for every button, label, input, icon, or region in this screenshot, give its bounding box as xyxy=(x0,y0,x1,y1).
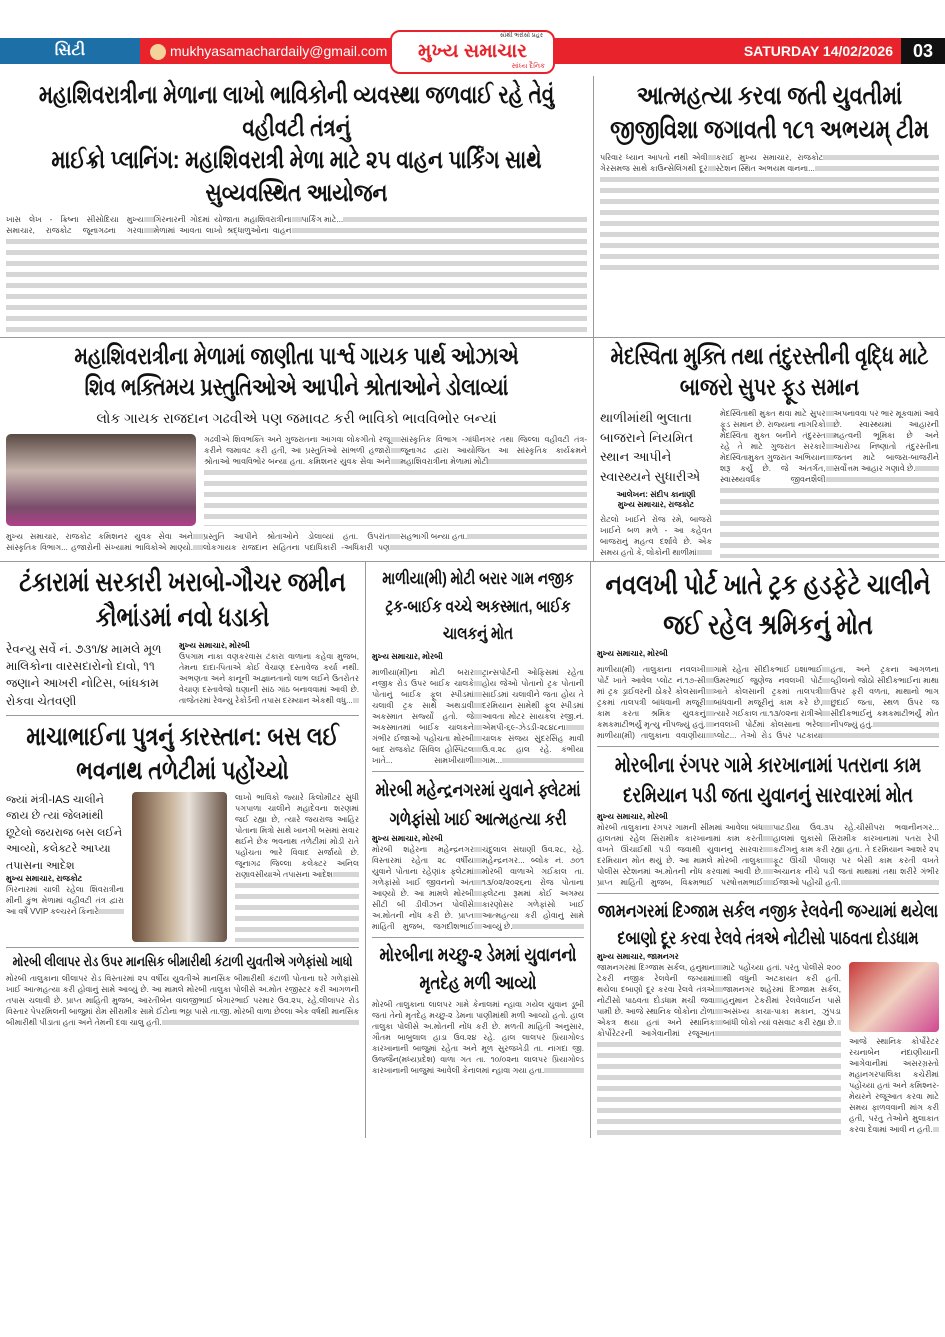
abhayam-article xyxy=(593,76,945,337)
parking-headline: મહાશિવરાત્રીના મેળાના લાખો ભાવિકોની વ્યવસ્થા જળવાઈ રહે તેવું વહીવટી તંત્રનું માઈક્રો પ્લાનિંગ: મહાશિવરાત્રી મેળા માટે ૨૫ વાહન પાર્કિંગ સાથે સુવ્યવસ્થિત આયોજન xyxy=(38,81,555,207)
tankara-headline: ટંકારામાં સરકારી ખરાબો-ગૌચર જમીન કૌભાંડમાં નવો ધડાકો xyxy=(19,567,346,633)
rangpar-byline: મુખ્ય સમાચાર, મોરબી xyxy=(597,811,668,821)
tankara-byline: મુખ્ય સમાચાર, મોરબી xyxy=(179,640,250,650)
lilapar-article xyxy=(6,947,359,1028)
machhu-headline: મોરબીના મચ્છુ-૨ ડેમમાં યુવાનનો મૃતદેહ મળી આવ્યો xyxy=(379,944,577,995)
machhu-article xyxy=(372,937,584,1076)
machabhai-article xyxy=(6,715,359,942)
mahendranagar-article xyxy=(372,771,584,932)
singer-body-continued: મુખ્ય સમાચાર, રાજકોટ કમિશનર યુવક સેવા અને સાંસ્કૃતિક વિભાગ... હજારોની સંખ્યામાં ભાવિકોએ માણ્યો. પ્રસ્તુતિ આપીને શ્રોતાઓને ડોલાવ્યાં હતા. ઉપરાંત લોકગાયક રાજદાન સહિતના પદાધિકારી -અધિકારી પણ સહભાગી બન્યા હતા. xyxy=(6,531,587,553)
millet-body-continued: મેદસ્વિતાથી મુક્ત થવા માટે સુપર ફૂડ સમાન છે. રાજ્યના નાગરિકો મેદસ્વિતા મુક્ત બનીને તંદુરસ્ત રહે તે માટે ગુજરાત સરકારે મેદસ્વિતામુક્ત ગુજરાત અભિયાન શરૂ કર્યું છે. જે અંતર્ગત, સ્વાસ્થ્યવર્ધક જીવનશૈલી અપનાવવા પર ભાર મૂકવામાં આવે છે. સ્વાસ્થ્યમાં આહારની મહત્વની ભૂમિકા છે અને આરોગ્ય નિષ્ણાતો તંદુરસ્તીના જતન માટે બાજરા-બાજરીને સર્વોત્તમ આહાર ગણાવે છે. xyxy=(720,408,939,558)
masthead xyxy=(0,0,945,76)
singer-headline: મહાશિવરાત્રીના મેળામાં જાણીતા પાર્શ્વ ગાયક પાર્થ ઓઝાએ શિવ ભક્તિમય પ્રસ્તુતિઓએ આપીને શ્રોતાઓને ડોલાવ્યાં xyxy=(74,343,519,402)
millet-body: રોટલો ખાઈને રોજ રમે, બાજરો ખાઈને બળ મળે - આ કહેવત બાજરાનું મહત્વ દર્શાવે છે. એક સમય હતો કે, લોકોની થાળીમાં xyxy=(600,515,712,558)
singer-article xyxy=(0,338,593,561)
section-label: સિટી xyxy=(0,38,140,64)
millet-sidebar: થાળીમાંથી ભુલાતા બાજરાને નિયમિત સ્થાન આપીને સ્વાસ્થ્યને સુધારીએ xyxy=(600,410,701,484)
millet-article xyxy=(593,338,945,561)
tankara-subhead: રેવન્યુ સર્વે નં. ૭૩૧/૪ મામલે મૂળ માલિકોના વારસદારોનો દાવો, ૧૧ જણાને આખરી નોટિસ, બાંધકામ રોકવા ચેતવણી xyxy=(6,641,162,708)
mahendranagar-body: મોરબી શહેરના મહેન્દ્રનગર વિસ્તારમાં રહેતા ૨૮ વર્ષીય યુવાને પોતાના રહેણાંક ફ્લેટમાં ગળેફાંસો ખાઈ જીવનનો અંત આણ્યો છે. આ મામલે મોરબી સીટી બી ડીવીઝન પોલીસે અ.મોતની નોંધ કરી છે. પ્રાપ્ત માહિતી મુજબ, જગદીશભાઈ ચંદુલાલ સંઘાણી ઉવ.૨૮, રહે. મહેન્દ્રનગર... બ્લોક નં. ૭૦૧ મોરબી વાળાએ ગઈકાલ તા. ૧૩/૦૨/૨૦૨૬ના રોજ પોતાના ફ્લેટના રૂમમાં કોઈ અગમ્ય કારણોસર ગળેફાંસો ખાઈ આત્મહત્યા કરી હોવાનું સામે આવ્યું છે. xyxy=(372,844,584,931)
jamnagar-article xyxy=(597,893,939,1135)
abhayam-headline: આત્મહત્યા કરવા જતી યુવતીમાં જીજીવિશા જગાવતી ૧૮૧ અભયમ્ ટીમ xyxy=(610,80,929,144)
jamnagar-byline: મુખ્ય સમાચાર, જામનગર xyxy=(597,951,679,961)
navlakhi-byline: મુખ્ય સમાચાર, મોરબી xyxy=(597,648,668,658)
contact-email[interactable]: mukhyasamachardaily@gmail.com xyxy=(150,38,387,64)
jamnagar-body-continued: આજે સ્થાનિક કોર્પોરેટર રચનાબેન નંદાણીયાની આગેવાનીમાં અસરગ્રસ્તો મહાનગરપાલિકા કચેરીમાં પહોંચ્યા હતાં અને કમિશ્નર-મેયરને રજૂઆત કરવા માટે સમય ફાળવવાની માંગ કરી હતી, પરંતુ તેઓને મુલાકાત કરવા દેવામાં આવી ન હતી. xyxy=(849,1036,939,1134)
abhayam-body: પરિવાર ધ્યાન આપતો નથી એવી ગેરસમજ સાથે કાઉન્સેલિંગથી દૂર કરાઈ મુખ્ય સમાચાર, રાજકોટ સ્ટેશન સ્થિત અભયમ વાનના... xyxy=(600,152,939,272)
band-top xyxy=(0,76,945,338)
hand-icon xyxy=(150,44,166,60)
machabhai-byline: મુખ્ય સમાચાર, રાજકોટ xyxy=(6,874,83,884)
maliya-headline: માળીયા(મી) મોટી બરાર ગામ નજીક ટ્રક-બાઈક વચ્ચે અકસ્માત, બાઈક ચાલકનું મોત xyxy=(382,569,574,643)
jamnagar-body: જામનગરમાં દિગ્જામ સર્કલ, હનુમાન ટેકરી નજીક રેલવેની જગ્યામાં થયેલા દબાણો દૂર કરવા રેલવે તંત્રએ નોટીસો પાઠવતા દોડધામ મચી જવા પામી છે. આજે સ્થાનિક લોકોના ટોળા એકત્ર થયા હતાં અને સ્થાનિક કોર્પોરેટરની આગેવાનીમાં રજૂઆત માટે પહોંચ્યા હતાં. પરંતુ પોલીસે ૨૦૦ થી વધુની અટકાયત કરી હતી. જામનગર શહેરમાં દિગ્જામ સર્કલ, હનુમાન ટેકરીમાં રેલવેલાઈન પાસે અસંખ્ય કાચા-પાકા મકાન, ઝુંપડા બાંધી લોકો ત્યાં વસવાટ કરી રહ્યા છે. xyxy=(597,962,841,1135)
rangpar-article xyxy=(597,746,939,888)
parking-article xyxy=(0,76,593,337)
band-bottom xyxy=(0,562,945,1137)
machabhai-headline: માચાભાઈના પુત્રનું કારસ્તાન: બસ લઈ ભવનાથ તળેટીમાં પહોંચ્યો xyxy=(26,721,339,785)
machabhai-body: ગિરનારમાં ચાલી રહેલા શિવરાત્રીના મીની કુંભ મેળામાં વહીવટી તંત્ર દ્વારા આ વર્ષે VVIP કલ્ચરને કિનારે xyxy=(6,885,124,917)
singer-body: ગઢવીએ શિવભક્તિ અને ગુજરાતના આગવા લોકગીતો રજૂ કરીને જમાવટ કરી હતી, આ પ્રસ્તુતિઓ સાંભળી હજારો શ્રોતાઓ ભાવવિભોર બન્યા હતા. કમિશનર યુવક સેવા અને સાંસ્કૃતિક વિભાગ -ગાંધીનગર તથા જિલ્લા વહીવટી તંત્ર- જૂનાગઢ દ્વારા આયોજિત આ સાંસ્કૃતિક કાર્યક્રમને મહાશિવરાત્રીના મેળામાં મોટી xyxy=(204,434,587,526)
parking-body: ખાસ લેખ - ક્રિષ્ના સીસોદિયા મુખ્ય સમાચાર, રાજકોટ જૂનાગઢના ગરવા ગિરનારની ગોદમાં યોજાતા મહાશિવરાત્રીના મેળામાં આવતા લાખો શ્રદ્ધાળુઓના વાહન પાર્કિંગ માટે... xyxy=(6,214,587,334)
left-column xyxy=(0,562,365,1137)
tankara-body: ઉપગામ નાકા વણકરવાસ ટંકારા વાળાના કહેવા મુજબ, તેમના દાદા-પિતાએ કોઈ વેચાણ દસ્તાવેજ કર્યા નથી. અભણતા અને કાનૂની અજ્ઞાનતાનો લાભ લઈને ઉતરોતર વેચાણ દસ્તાવેજો ઘણાની સાંઠ ગાંઠ બનાવવામાં આવી છે. તાજેતરમાં રેવન્યુ રેકોર્ડની તપાસ દરમ્યાન એકથી વધુ... xyxy=(179,651,359,705)
newspaper-logo: સૌથી ભરોસો પ્રહર મુખ્ય સમાચાર સાંધ્ય દૈનિક xyxy=(390,30,555,74)
concert-stage-photo xyxy=(6,434,196,526)
millet-sidebar-column xyxy=(600,408,712,558)
issue-date: SATURDAY 14/02/2026 xyxy=(743,43,893,59)
millet-headline: મેદસ્વિતા મુક્તિ તથા તંદુરસ્તીની વૃદ્ધિ માટે બાજરો સુપર ફૂડ સમાન xyxy=(610,343,929,402)
band-middle xyxy=(0,338,945,562)
millet-byline: આલેખન: સંદીપ કાનાણી મુખ્ય સમાચાર, રાજકોટ xyxy=(616,490,696,510)
maliya-body: માળીયા(મી)ના મોટી બરાર નજીક રોડ ઉપર બાઈક ચાલકે પોતાનું બાઈક ફૂલ સ્પીડમાં ચલાવી ટ્રક સાથે અથડાવી અકસ્માત સર્જ્યો હતો. જે અકસ્માતમાં બાઈક ચાલકને ગંભીર ઈજાઓ પહોંચતા મોરબી બાદ રાજકોટ સિવિલ હોસ્પિટલ ખાતે... સામખીયાળી ટ્રાન્સપોર્ટની ઓફિસમાં રહેતા હોય જેઓ પોતાનો ટ્રક પોતાની સાઈડમાં ચલાવીને જતા હોય તે દરમિયાન સામેથી ફૂલ સ્પીડમાં આવતા મોટર સાયકલ રજી.નં. એમપી-૬૯-ઝેડડી-૨૮૪૮ના ચાલક સંજય સુંદરસિંહ માવી ઉ.વ.૨૮ હાલ રહે. કંભીયા ગામ... xyxy=(372,667,584,765)
mahendranagar-byline: મુખ્ય સમાચાર, મોરબી xyxy=(372,833,443,843)
lilapar-headline: મોરબી લીલાપર રોડ ઉપર માનસિક બીમારીથી કંટાળી યુવતીએ ગળેફાંસો ખાધો xyxy=(12,952,353,969)
jamnagar-headline: જામનગરમાં દિગ્જામ સર્કલ નજીક રેલવેની જગ્યામાં થયેલા દબાણો દૂર કરવા રેલવે તંત્રએ નોટીસો પાઠવતા દોડધામ xyxy=(597,900,939,948)
machabhai-body-continued: લાખો ભાવિકો જ્યારે કિલોમીટર સુધી પગપાળા ચાલીને મહાદેવના શરણમાં જઈ રહ્યા છે, ત્યારે જયરાજ આહિર પોતાના મિત્રો સાથે ખાનગી બસમાં સવાર થઈને છેક ભવનાથ તળેટીમાં મોડી રાતે પહોંચતા ભારે વિવાદ સર્જાયો છે. જૂનાગઢ જિલ્લા કલેક્ટર અનિલ રાણાવસીયાએ તપાસના આદેશ xyxy=(235,792,359,942)
singer-subhead: લોક ગાયક રાજદાન ગઢવીએ પણ જમાવટ કરી ભાવિકો ભાવવિભોર બન્યાં xyxy=(96,410,497,427)
middle-column xyxy=(365,562,590,1137)
navlakhi-body: માળીયા(મી) તાલુકાના નવલખી પોર્ટ ખાતે આવેલ પ્લોટ નં.૧૭-સી માં ટ્રક ડ્રાઈવરની ઠોકરે કોલસાની ટ્રકમાં તાલપત્રી બાંધવાની મજૂરી કામ કરતા શ્રમિક યુવકનું કમકમાટીભર્યું મૃત્યુ નીપજ્યું હતું. માળીયા(મી) તાલુકાના વવાણીયા ગામે રહેતા સીદીકભાઈ ઇશાભાઈ ઉમરભાઈ જુણેજ નવલખી પોર્ટ ખાતે કોલસાની ટ્રકમાં તાલપત્રી બાંધવાની મજૂરીનું કામ કરે છે, ત્યારે ગઈકાલ તા.૧૩/૦૨ના રાત્રીએ નવલખી પોર્ટમાં કોલસાના ભરેલ પ્લોટ... તેઓ રોડ ઉપર પટકાયા હતા, અને ટ્રકના આગળના વ્હીલનો જોઠો સીદીકભાઈના માથા ઉપર ફરી વળતા, માથાનો ભાગ છુંદાઈ જતા, સ્થળ ઉપર જ સીદીકભાઈનું કમકમાટીભર્યું મોત નીપજ્યું હતું. xyxy=(597,664,939,740)
lilapar-body: મોરબી તાલુકાના લીલાપર રોડ વિસ્તારમાં ૨૫ વર્ષીય યુવતીએ માનસિક બીમારીથી કંટાળી પોતાના ઘરે ગળેફાંસો ખાઈ આત્મહત્યા કરી હોવાનું સામે આવ્યું છે. આ મામલે મોરબી તાલુકા પોલીસે અ.મોત રજીસ્ટર કરી આગળની તપાસ ચલાવી છે. પ્રાપ્ત માહિતી મુજબ, આરતીબેન વાલજીભાઈ બેંગારભાઈ પરમાર ઉવ.૨૫, રહે.લીલાપર રોડ વિસ્તાર પેપરમિલની બાજુમાં રોમ સીરામીક સામે ઈંટોના ભઠ્ઠા પાસે તા.જી. મોરબી વાળા છેલ્લા એક વર્ષથી માનસિક બીમારીથી પીડાતા હતા અને તેમની દવા ચાલુ હતી. xyxy=(6,973,359,1027)
machabhai-subhead: જ્યાં મંત્રી-IAS ચાલીને જાય છે ત્યાં જેલમાંથી છૂટેલો જયરાજ બસ લઈને આવ્યો, કલેક્ટરે આપ્યા તપાસના આદેશ xyxy=(6,793,123,872)
rangpar-body: મોરબી તાલુકાના રંગપર ગામની સીમમાં આવેલા બંધ હાલતમાં રહેલ સિરામીક કારખાનામાં કામ કરતી વખતે ઊંચાઈથી પડી જવાથી યુવાનનું સારવાર દરમિયાન મોત થયું છે. આ મામલે મોરબી તાલુકા પોલીસ સ્ટેશનમાં અ.મોતની નોંધ કરવામાં આવી છે. પ્રાપ્ત માહિતી મુજબ, વિક્રમભાઈ પરષોત્તમભાઈ પાટડીયા ઉંવ.૩૫ રહે.ચીસીપરા ભવાનીનગર... હાલમાં લુકાસો સિરામીક કારખાનામાં પતરા રેપી કટીંગનું કામ કરી રહ્યા હતા. તે દરમિયાન આશરે ૨૫ ફૂટ ઊંચી પીલાણ પર બેસી કામ કરતી વખતે અચાનક નીચે પડી જતાં માથામાં તથા શરીરે ગંભીર ઈજાઓ પહોંચી હતી. xyxy=(597,822,939,887)
right-column xyxy=(590,562,945,1137)
protest-crowd-photo xyxy=(849,962,939,1032)
mahendranagar-headline: મોરબી મહેન્દ્રનગરમાં યુવાને ફ્લેટમાં ગળેફાંસો ખાઈ આત્મહત્યા કરી xyxy=(375,779,581,829)
machhu-body: મોરબી તાલુકાના લાલપર ગામે કેનાલમાં ન્હાવા ગયેલ યુવાન ડૂબી જતાં તેનો મૃતદેહ મચ્છુ-૨ ડેમના પાણીમાંથી મળી આવ્યો હતો. હાલ તાલુકા પોલીસે અ.મોતની નોંધ કરી છે. મળતી માહિતી અનુસાર, ગૌતમ બાબુલાલ હાડા ઉવ.૨૪ રહે. હાલ લાલપર પ્રિયાગોલ્ડ કારખાનાની બાજુમાં રહેતા અને મૂળ સુરજખેડી તા. નાગદા જી. ઉજ્જૈન(મધ્યપ્રદેશ) વાળા ગત તા. ૧૦/૦૨ના લાલપર પ્રિયાગોલ્ડ કારખાનાની બાજુમાં આવેલી કેનાલમાં ન્હાવા ગયા હતા. xyxy=(372,999,584,1075)
page-number: 03 xyxy=(901,38,945,64)
maliya-byline: મુખ્ય સમાચાર, મોરબી xyxy=(372,651,443,661)
rangpar-headline: મોરબીના રંગપર ગામે કારખાનામાં પતરાના કામ દરમિયાન પડી જતા યુવાનનું સારવારમાં મોત xyxy=(614,753,922,808)
navlakhi-headline: નવલખી પોર્ટ ખાતે ટ્રક હડફેટે ચાલીને જઈ રહેલ શ્રમિકનું મોત xyxy=(605,569,931,640)
bus-driver-photo xyxy=(132,792,227,942)
